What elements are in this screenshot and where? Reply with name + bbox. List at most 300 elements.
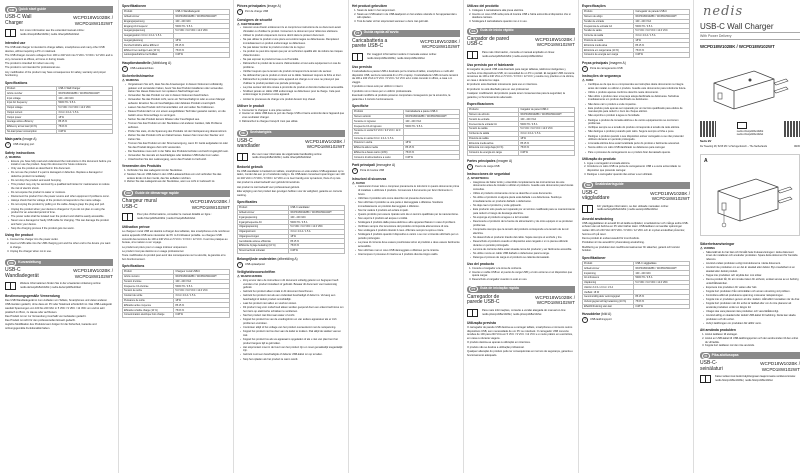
spec-value: 100 - 240 VCA bbox=[174, 279, 230, 284]
spec-value: WCPD18W102BK / WCPD18W102WT bbox=[174, 14, 230, 19]
paragraph: Il prodotto non è inteso per un utilizzo professionale. bbox=[352, 89, 412, 93]
safety-list bbox=[5, 160, 113, 231]
safety-list bbox=[237, 26, 345, 101]
paragraph: The USB charger converts voltages from 100 to 240 VAC into 5 VDC / 9 VDC / 12 VDC and is very convenient at offices, at home or during travels. bbox=[5, 54, 113, 61]
safety-list bbox=[467, 181, 575, 260]
table-row bbox=[353, 128, 460, 135]
spec-value: 50/60 Hz / 0.5 A bbox=[289, 220, 345, 225]
parts-heading bbox=[582, 61, 690, 65]
spec-label: Consumo de energia sem carga bbox=[583, 52, 634, 57]
manual-icon bbox=[352, 53, 363, 61]
paragraph: Il caricabatteria a parete USB è destinato per la ricarica di tablet, smartphone e molti altri dispositivi USB, senza la necessità di un PC o laptop. Il caricabatterie USB converte tensioni da 100 a 240 VCA in 5 VCC / 9 VCC / 12 VCC ed è molto comodo in ufficio, a casa o in viaggio. bbox=[352, 70, 459, 85]
paragraph: Produkten är inte avsedd för yrkesmässig användning. bbox=[582, 241, 645, 245]
list-item: 1. Conecte el cargador a la toma de corriente. bbox=[472, 267, 575, 271]
spec-value: 3.0 A / 2.0 A / 1.5 A bbox=[57, 110, 113, 115]
using-heading: Using the product bbox=[5, 233, 34, 238]
list-item: › Do not expose the product to water or moisture. bbox=[8, 191, 113, 195]
list-item: 3. Desligue o carregador quando não estiver a ser utilizado. bbox=[587, 173, 690, 177]
paragraph: Das Produkt ist nicht für den professionellen Einsatz gedacht. bbox=[5, 319, 76, 323]
table-row bbox=[353, 155, 460, 160]
spec-value: 75.03 % bbox=[57, 124, 113, 129]
spec-value: Caricabatteria a parete USB-C bbox=[404, 109, 460, 114]
list-item: › Assicurarsi di aver letto e compreso pienamente le istruzioni in questo documento prima di installare o utilizzare il prodotto. Conservare il documento per farvi riferimento in futuro. bbox=[355, 185, 460, 196]
paragraph: Elke wijziging van het product kan gevolgen hebben voor de veiligheid, garantie en correcte werking. bbox=[237, 190, 343, 197]
spec-value: 18 W bbox=[289, 234, 345, 239]
lang-badge: ES bbox=[469, 28, 478, 34]
spec-value: 100 - 240 VAC bbox=[57, 96, 113, 101]
manual-icon bbox=[737, 122, 747, 129]
safety-heading: Consignes de sécurité bbox=[237, 17, 273, 22]
list-item: › Questo prodotto può essere riparato solo da un tecnico qualificato per la manutenzione. bbox=[355, 213, 460, 217]
spec-value: USB-C wandlader bbox=[289, 205, 345, 210]
info-text: Para mais informações, consulte a versão alargada do manual on-line: nedis.pt/wcpd18w102bk | nedis.pt/wcpd18w102wt bbox=[482, 309, 567, 316]
page-divider bbox=[693, 0, 694, 473]
spec-value: 0.08 W bbox=[289, 248, 345, 253]
list-item: › Scollegare il prodotto dalla presa elettrica e altre apparecchiature in caso di problemi. bbox=[355, 221, 460, 225]
list-item: › Avbryt laddningen om produkten blir alltför varm. bbox=[703, 322, 800, 326]
spec-label: Consommation électrique hors charge bbox=[123, 312, 174, 317]
list-item: › Asegúrese de haber leído y entendido completamente las instrucciones de este documento antes de instalar o utilizar el producto. Guarde este documento para futuras consultas. bbox=[470, 181, 575, 192]
part-label: USB-oplaadpoort bbox=[245, 262, 265, 266]
list-item: › Non far cadere il prodotto ed evitare impatti. bbox=[355, 209, 460, 213]
list-item: › Non esporre il prodotto ad acqua o umidità. bbox=[355, 217, 460, 221]
part-item bbox=[237, 262, 345, 268]
manual-icon bbox=[122, 213, 133, 221]
part-label: USB charging port bbox=[13, 143, 35, 147]
info-note bbox=[467, 51, 575, 59]
table-row bbox=[583, 304, 690, 309]
list-item: › Vergewissern Sie sich, dass Sie die Anweisungen in diesem Dokument vollständig gelesen und verstanden haben, bevor Sie das Produkt installieren oder verwenden. Heben Sie dieses Dokument zum späteren Nachschlagen auf. bbox=[125, 83, 230, 94]
list-item: › Desligue o produto da tomada elétrica e de outros equipamentos se ocorrerem problemas. bbox=[585, 119, 690, 126]
parts-title: Parti principali bbox=[352, 163, 375, 168]
spec-label: Utspänning bbox=[583, 280, 634, 285]
spec-label: Frequenza CA di ingresso bbox=[353, 124, 404, 129]
model-number: WCPD18W102BK / WCPD18W102WT bbox=[305, 138, 345, 150]
figure-label: A bbox=[704, 158, 708, 164]
info-text: För ytterligare information, se den utökade manualen online: nedis.se/wcpd18w102bk | nedis.se/wcpd18w102wt bbox=[597, 204, 669, 212]
spec-value: 18 W bbox=[404, 141, 460, 146]
spec-label: Ausgangsleistung bbox=[123, 38, 174, 43]
parts-title: Partes principales bbox=[467, 158, 496, 163]
list-item: › Het stopcontact moet in de buurt van het product zijn en moet gemakkelijk toegankelijk zijn. bbox=[240, 346, 345, 353]
guide-header-es bbox=[467, 28, 575, 35]
list-item: › Nunca utilize um cabo USB danificado ou defeituoso para carregar. bbox=[585, 146, 690, 150]
list-item: › A tomada elétrica deve estar localizada perto do produto e facilmente acessível. bbox=[585, 142, 690, 146]
spec-label: Verkningsgrad vid låg belastning (10 %) bbox=[583, 299, 634, 304]
list-item: 3. Scollegare il caricabatterie quando non è in uso. bbox=[472, 20, 575, 24]
spec-label: Produkt bbox=[583, 261, 634, 266]
spec-label: Corrente in uscita 3.0 A / 2.0 A / 1.5 A bbox=[353, 136, 404, 141]
parts-heading bbox=[352, 163, 460, 167]
intended-use-heading: Utilisation prévue bbox=[122, 225, 150, 230]
paragraph: Het product is niet bedoeld voor professioneel gebruik. bbox=[237, 185, 300, 189]
list-item: › No desenchufe el producto tirando del cable. Sujete siempre el enchufe y tire. bbox=[470, 236, 575, 240]
spec-value: 85.15 % bbox=[174, 43, 230, 48]
spec-value: 100 - 240 VCA bbox=[634, 19, 690, 24]
list-item: › Die Steckdose muss sich in der Nähe des Produkts befinden und leicht zugänglich sein. bbox=[125, 150, 230, 154]
specs-heading: Especificações bbox=[582, 4, 606, 8]
spec-value: WCPD18W102BK / WCPD18W102WT bbox=[57, 91, 113, 96]
using-steps bbox=[700, 333, 800, 348]
list-item: › Ensure you have fully read and understood the instructions in this document before you install or use the product. Keep this document for future reference. bbox=[8, 160, 113, 167]
spec-label: Consumo de energía sin carga bbox=[468, 150, 519, 155]
spec-value: USB-C Wall Charger bbox=[57, 86, 113, 91]
safety-heading: Veiligheidsvoorschriften bbox=[237, 270, 276, 275]
spec-label: Tensão de entrada bbox=[583, 19, 634, 24]
list-item: › Do not unplug the product by pulling on the cable. Always grasp the plug and pull. bbox=[8, 203, 113, 207]
product-title bbox=[5, 268, 113, 279]
spec-label: Product bbox=[6, 86, 57, 91]
list-item: › Zorg ervoor dat u de instructies in dit document volledig gelezen en begrepen heeft voordat u het product installeert of gebruikt. Bewaar dit document voor toekomstig gebruik. bbox=[240, 279, 345, 290]
guide-label: Quick start guide bbox=[18, 6, 47, 11]
list-item: › Não deixe cair o produto e evite impactos. bbox=[585, 103, 690, 107]
part-label: USB-laddningsport bbox=[590, 318, 612, 322]
list-item: › Débranchez le produit lorsque votre appareil est chargé ou si vous ne prévoyez pas d'utiliser le produit pendant une période prolongée. bbox=[240, 78, 345, 85]
spec-value: 0.08 W bbox=[634, 304, 690, 309]
link-text[interactable]: nedis.nl/wcpd18w102bk bbox=[736, 129, 764, 133]
column-de bbox=[122, 4, 230, 321]
column-fr bbox=[237, 4, 345, 362]
number-circle-icon: 1 bbox=[582, 66, 588, 72]
intended-use-heading: Avsedd användning bbox=[582, 216, 614, 221]
title-text: USB-C wandlader bbox=[237, 137, 261, 150]
number-circle-icon: 1 bbox=[352, 168, 358, 174]
spec-value: 85.15 % bbox=[289, 239, 345, 244]
list-item: 3. Unplug the charger when not in use. bbox=[10, 250, 113, 254]
paragraph: The product is not intended for professional use. bbox=[5, 66, 61, 70]
spec-value: 5.0 VCC / 9.0 VCC / 12.0 VCC bbox=[174, 289, 230, 294]
paragraph: Das Produkt ist nur zur Verwendung innerhalb von Gebäuden gedacht. bbox=[5, 314, 87, 318]
list-item: › Koppla bort produkten från strömkällan och annan utrustning vid problem. bbox=[703, 290, 800, 294]
spec-value: 3.0 A / 2.0 A / 1.5 A bbox=[174, 293, 230, 298]
list-item: › Disconnect the product from the power source and other equipment if problems occur. bbox=[8, 195, 113, 199]
safety-list bbox=[122, 83, 230, 162]
specs-table bbox=[582, 9, 690, 58]
part-item bbox=[582, 66, 690, 72]
part-label: Puerto de carga USB bbox=[475, 164, 500, 168]
cover-page bbox=[700, 4, 800, 387]
spec-label: Potencia de salida bbox=[468, 136, 519, 141]
parts-title: Main parts bbox=[5, 137, 22, 142]
page-divider bbox=[463, 0, 464, 473]
list-item: › Arrêtez le processus de charge si le produit devient trop chaud. bbox=[240, 98, 345, 102]
guide-header-fr bbox=[122, 190, 230, 197]
spec-label: Corriente de salida bbox=[468, 131, 519, 136]
qr-code-icon bbox=[784, 121, 800, 137]
spec-value: 85.15 % bbox=[634, 294, 690, 299]
parts-heading bbox=[467, 159, 575, 163]
paragraph: Denna produkt är endast avsedd för inomhusbruk. bbox=[582, 237, 640, 241]
guide-header-fi bbox=[700, 352, 800, 359]
spec-label: Artikelnummer bbox=[583, 266, 634, 271]
info-text: Pour plus d'informations, consultez le manuel détaillé en ligne : nedis.fr/wcpd18w102bk | nedis.fr/wcpd18w102wt bbox=[137, 213, 212, 220]
info-note bbox=[700, 375, 800, 383]
product-title bbox=[467, 37, 575, 48]
paragraph: Modifiering av produkten kan medföra konsekvenser för säkerhet, garanti och korrekt funktion. bbox=[582, 245, 680, 253]
spec-label: No-load power consumption bbox=[6, 129, 57, 134]
list-item: 1. Ligue o carregador à tomada elétrica. bbox=[587, 162, 690, 166]
lang-badge: DE bbox=[7, 260, 16, 266]
using-steps bbox=[122, 169, 230, 184]
spec-label: Tensione in uscita 5.0 VCC / 9.0 VCC / 12.0 VCC bbox=[353, 128, 404, 135]
paragraph: The USB wall charger is intended to charge tablets, smartphones and many other USB devices, without requiring a PC or notebook. bbox=[5, 46, 105, 53]
using-heading: Att använda produkten bbox=[700, 328, 736, 333]
spec-value: 50/60 Hz / 0.5 A bbox=[519, 122, 575, 127]
part-item bbox=[582, 317, 690, 323]
spec-value: Chargeur mural USB-C bbox=[174, 270, 230, 275]
spec-value: WCPD18W102BK / WCPD18W102WT bbox=[404, 114, 460, 119]
spec-label: Puissance de sortie bbox=[123, 298, 174, 303]
info-note bbox=[5, 282, 113, 290]
list-item: › La prise secteur doit être située à proximité du produit et doit être facilement accessible. bbox=[240, 86, 345, 90]
table-row bbox=[123, 52, 230, 57]
guide-label: Guía de inicio rápido bbox=[480, 28, 514, 33]
intended-use-heading: Uso previsto bbox=[352, 65, 372, 69]
number-circle-icon: 1 bbox=[582, 317, 588, 323]
specs-heading: Specifikationer bbox=[582, 255, 606, 260]
part-label: Porta di ricarica USB bbox=[360, 169, 385, 173]
column-en bbox=[5, 4, 113, 331]
spec-label: Product bbox=[238, 205, 289, 210]
using-heading: Verwenden des Produkts bbox=[122, 164, 162, 169]
guide-label: Guide de démarrage rapide bbox=[135, 190, 179, 195]
paragraph: O produto destina-se apenas à utilização em interiores. bbox=[467, 341, 531, 345]
spec-value: 75.03 % bbox=[289, 244, 345, 249]
list-item: 2. Anslut en USB-kabel till USB-laddningsporten och den andra änden till den enhet du vill ladda. bbox=[705, 337, 800, 344]
guide-label: Guida rapida all'avvio bbox=[363, 30, 399, 35]
paragraph: Le produit n'est pas destiné à un usage professionnel. bbox=[122, 249, 185, 253]
spec-value: 3.0 A / 2.0 A / 1.5 A bbox=[634, 33, 690, 38]
specs-heading: Especificaciones bbox=[467, 101, 494, 106]
spec-label: Tension d'entrée bbox=[123, 279, 174, 284]
spec-label: Effektförbrukning utan last bbox=[583, 304, 634, 309]
spec-label: Prodotto bbox=[353, 109, 404, 114]
using-heading: Het product gebruiken bbox=[352, 4, 388, 8]
page-divider bbox=[233, 0, 234, 473]
spec-label: Eingang AC-Frequenz bbox=[123, 24, 174, 29]
manual-icon bbox=[467, 51, 478, 59]
spec-label: Tensione in ingresso bbox=[353, 119, 404, 124]
info-note bbox=[5, 29, 113, 37]
list-item: › Kontrollera alltid att produktens spänning motsvarar nätspänningen. bbox=[703, 294, 800, 298]
list-item: › Gebruik het product niet als een onderdeel beschadigd of defect is. Vervang een beschadigd of defect product onmiddellijk. bbox=[240, 294, 345, 301]
guide-header-it bbox=[352, 30, 460, 37]
list-item: › No utilice el producto si alguna pieza está dañada o es defectuosa. Sustituya inmediatamente un producto dañado o defectuoso. bbox=[470, 196, 575, 203]
list-item: › Este produto pode apenas ser reparado por um técnico qualificado para efeitos de manutenção para reduzir o risco de choque elétrico. bbox=[585, 107, 690, 114]
number-circle-icon: 1 bbox=[467, 164, 473, 170]
paragraph: De USB wandlader is bedoeld om tablets, smartphones en vele andere USB-apparaten op te laden, zonder dat een pc of notebook nodig is. De USB-lader converteert spanningen van 100 tot 240 VAC in 5 VDC / 9 VDC / 12 VDC en is zeer handig voor op kantoor, thuis of op reis. bbox=[237, 169, 345, 181]
charger-illustration bbox=[704, 53, 794, 113]
title-text: Cargador de pared USB-C bbox=[467, 35, 509, 48]
list-item: › Non scollegare il prodotto tirando il cavo. Afferrare sempre la spina e tirare. bbox=[355, 229, 460, 233]
info-note bbox=[237, 153, 345, 161]
parts-heading bbox=[582, 312, 690, 316]
parts-ref: (bild A) bbox=[601, 312, 612, 317]
specs-heading: Spécifications bbox=[122, 264, 145, 269]
table-row bbox=[238, 248, 345, 253]
spec-value: 5.0 VDC / 9.0 VDC / 12.0 VDC bbox=[174, 29, 230, 34]
list-item: › Använd aldrig en skadad eller defekt USB-kabel för laddning. Detta kan skada produkten och din enhet. bbox=[703, 314, 800, 321]
parts-heading bbox=[237, 4, 345, 8]
product-title bbox=[700, 361, 800, 372]
spec-label: Genomsnittlig aktiv verkningsgrad bbox=[583, 294, 634, 299]
safety-heading: Säkerhetsanvisningar bbox=[700, 242, 735, 246]
list-item: › Lassen Sie das Produkt nicht herunterfallen und vermeiden Sie Kollisionen. bbox=[125, 106, 230, 110]
title-text: Carregador de parede USB-C bbox=[467, 293, 500, 306]
paragraph: Le chargeur mural USB est destiné à charger des tablettes, des smartphones et de nombreux autres appareils USB sans nécessiter de PC ni d'ordinateur portable. Le chargeur USB convertit des tensions de 100 à 240 VCA en 5 VCC / 9 VCC / 12 VCC. Il est très pratique au bureau, à la maison ou en voyage. bbox=[122, 230, 230, 245]
manual-icon bbox=[5, 282, 16, 290]
list-item: › Stop het opladen als het product te warm wordt. bbox=[240, 358, 345, 362]
warning-label: ⚠ WARNING bbox=[5, 156, 113, 160]
spec-label: Ausgangsstrom 3.0 A / 2.0 A / 1.5 A bbox=[123, 33, 174, 38]
spec-label: Numero articolo bbox=[353, 114, 404, 119]
manual-icon bbox=[5, 29, 16, 37]
spec-label: Output voltage bbox=[6, 105, 57, 110]
spec-label: Leistungsaufnahme bei Nulllast bbox=[123, 52, 174, 57]
intended-use-heading: Bestimmungsgemäße Verwendung bbox=[5, 294, 60, 299]
list-item: 3. Ziehen Sie das Ladegerät aus der Steckdose, wenn es nicht in Gebrauch ist. bbox=[127, 180, 230, 184]
list-item: › Laat het product niet vallen en voorkom stoten. bbox=[240, 302, 345, 306]
list-item: › Never use a damaged or faulty USB cable for charging. This can damage the product and harm your device. bbox=[8, 219, 113, 226]
title-text: USB-C Wandladegerät bbox=[5, 267, 39, 279]
link-text[interactable]: nedis.nl/wcpd18w102wt bbox=[736, 133, 764, 137]
title-text: USB-C väggladdare bbox=[582, 189, 610, 202]
list-item: 2. Stecken Sie ein USB-Kabel in den USB-Ladeanschluss ein und verbinden Sie das andere Ende mit dem Gerät, das Sie aufladen möchten. bbox=[127, 173, 230, 180]
list-item: › Säkerställ att du har läst och förstått hela bruksanvisningen i detta dokument innan du installerar och använder produkten. Spara detta dokument för framtida referens. bbox=[703, 251, 800, 262]
list-item: › La toma de corriente debe estar situada cerca del producto y ser fácilmente accesible. bbox=[470, 248, 575, 252]
list-item: › Always check that the voltage of the product corresponds to the mains voltage. bbox=[8, 199, 113, 203]
info-text: Para más información, consulte el manual ampliado en línea: nedis.es/wcpd18w102bk | nedis.es/wcpd18w102wt bbox=[482, 51, 555, 58]
product-title bbox=[5, 15, 113, 26]
parts-ref: (Abbildung A) bbox=[151, 60, 172, 65]
address-row bbox=[700, 145, 800, 148]
column-pt-se bbox=[582, 4, 690, 323]
product-title bbox=[467, 295, 575, 306]
parts-heading bbox=[5, 137, 113, 141]
spec-value: 18 W bbox=[174, 38, 230, 43]
list-item: 1. Steek de lader in het stopcontact. bbox=[357, 9, 460, 13]
image-a-figure bbox=[700, 154, 800, 236]
product-title bbox=[352, 39, 460, 50]
spec-value: 50/60 Hz / 0.5 A bbox=[57, 100, 113, 105]
list-item: › Ne débranchez pas le produit en tirant sur le câble. Saisissez toujours la fiche et tirez. bbox=[240, 74, 345, 78]
lang-badge: PT bbox=[469, 286, 478, 292]
spec-label: Ingangsspanning bbox=[238, 215, 289, 220]
spec-label: Inspänning bbox=[583, 271, 634, 276]
spec-value: 50/60 Hz / 0.5 A bbox=[634, 275, 690, 280]
info-text: Weitere Informationen finden Sie in der erweiterten Anleitung online: nedis.de/wcpd18w102bk | nedis.de/wcpd18w102wt bbox=[20, 282, 102, 289]
table-row bbox=[123, 312, 230, 317]
spec-label: Producto bbox=[468, 107, 519, 112]
spec-value: 75.03 % bbox=[634, 48, 690, 53]
spec-value: USB-C väggladdare bbox=[634, 261, 690, 266]
spec-label: Efficiency at low load (10 %) bbox=[6, 124, 57, 129]
list-item: › Vérifiez toujours que la tension du produit correspond à la tension du secteur. bbox=[240, 70, 345, 74]
list-item: › Não desligue o produto puxando pelo cabo. Segure sempre a ficha e puxe. bbox=[585, 130, 690, 134]
paragraph: Le produit est prévu pour un usage intérieur uniquement. bbox=[122, 245, 188, 249]
list-item: › Denna produkt får, för att minska risken för elchock, endast servas av en behörig underhållstekniker. bbox=[703, 278, 800, 285]
list-item: › N'utilisez jamais un câble USB endommagé ou défectueux pour la charge. Cela peut endommager le produit et votre appareil. bbox=[240, 90, 345, 97]
spec-label: Article numéro bbox=[123, 274, 174, 279]
spec-value: 75.03 % bbox=[174, 308, 230, 313]
safety-list bbox=[582, 83, 690, 154]
spec-value: 100 - 240 VAC bbox=[634, 271, 690, 276]
spec-label: Potência de saída bbox=[583, 38, 634, 43]
list-item: 1. Verbinden Sie das Ladegerät mit der Steckdose. bbox=[127, 169, 230, 173]
spec-label: Fréquence CA d'entrée bbox=[123, 284, 174, 289]
intended-use-heading: Intended use bbox=[5, 41, 26, 46]
paragraph: Toute modification du produit peut avoir des conséquences sur la sécurité, la garantie et le bon fonctionnement. bbox=[122, 254, 226, 261]
list-item: › Controleer altijd of het voltage van het product overeenkomt met de netspanning. bbox=[240, 326, 345, 330]
list-item: › Unplug the product when your device is charged or if you do not plan on using the product for an extended period of time. bbox=[8, 208, 113, 215]
guide-header-pt bbox=[467, 286, 575, 293]
product-title bbox=[582, 191, 690, 202]
list-item: 3. Koppla bort laddaren när den inte används. bbox=[705, 344, 800, 348]
list-item: › Verwenden Sie das Produkt nicht, wenn ein Teil beschädigt ist oder es einen Mangel aufweist. Ersetzen Sie ein beschädigtes oder defektes Produkt unverzüglich. bbox=[125, 98, 230, 105]
column-nl-it bbox=[352, 4, 460, 257]
parts-ref: (imagen A) bbox=[496, 158, 513, 163]
list-item: 1. Collegare il caricabatterie alla presa elettrica. bbox=[472, 9, 575, 13]
using-heading: Utilizzo del prodotto bbox=[467, 4, 499, 8]
list-item: › Ziehen Sie das Produkt nicht am Kabel heraus. Fassen Sie immer den Stecker und ziehen Sie. bbox=[125, 134, 230, 141]
column-se-fi bbox=[700, 242, 800, 383]
spec-value: 100 - 240 VAC bbox=[174, 19, 230, 24]
spec-value: 0.08 W bbox=[174, 52, 230, 57]
model-number: WCPD18W102BK / WCPD18W102WT bbox=[190, 198, 230, 210]
list-item: › Trennen Sie das Produkt von der Stromversorgung, wenn Ihr Gerät aufgeladen ist oder Sie das Produkt längere Zeit nicht verwenden. bbox=[125, 142, 230, 149]
spec-value: 0.08 W bbox=[57, 129, 113, 134]
spec-value bbox=[404, 128, 460, 135]
spec-label: Utström 3.0 A / 2.0 A / 1.5 A bbox=[583, 285, 634, 290]
paragraph: Het product is enkel bedoeld voor gebruik binnenshuis. bbox=[237, 181, 301, 185]
list-item: › Koppla bort produkten när din enhet är laddad eller om du inte planerar att använda produkten under en längre tid. bbox=[703, 302, 800, 309]
list-item: › Prüfen Sie stets, ob die Spannung des Produkts mit der Netzspannung übereinstimmt. bbox=[125, 130, 230, 134]
guide-header-de bbox=[5, 259, 113, 266]
brand-logo: nedis bbox=[703, 4, 744, 19]
spec-value: 0.08 W bbox=[174, 312, 230, 317]
list-item: › Only use the product as described in this document. bbox=[8, 167, 113, 171]
title-text: USB-C Wall Charger bbox=[5, 14, 32, 26]
specs-table bbox=[5, 86, 113, 135]
warning-label: ⚠ ADVERTENCIA bbox=[467, 177, 575, 181]
lang-badge: GB bbox=[7, 7, 17, 13]
using-heading: Uso del producto bbox=[467, 262, 495, 267]
spec-label: Efficienza attiva media bbox=[353, 145, 404, 150]
paragraph: El producto no está diseñado para un uso profesional. bbox=[467, 87, 530, 91]
spec-value: 85.15 % bbox=[519, 141, 575, 146]
safety-list bbox=[352, 185, 460, 256]
guide-label: Snelstartgids bbox=[250, 130, 272, 135]
part-item bbox=[5, 142, 113, 148]
paragraph: Eventuali modifiche al prodotto possono comportare conseguenze per la sicurezza, la garanzia e il corretto funzionamento. bbox=[352, 94, 451, 101]
spec-value: 75.03 % bbox=[404, 150, 460, 155]
list-item: › Stop the charging process if the product gets too warm. bbox=[8, 227, 113, 231]
model-number: WCPD18W102BK / WCPD18W102WT bbox=[650, 190, 690, 202]
list-item: › Tappa inte produkten och skydda den mot stötar. bbox=[703, 274, 800, 278]
list-item: › Uttaget ska vara placerat nära produkten och vara lättåtkomligt. bbox=[703, 310, 800, 314]
paragraph: O produto não se destina a utilização profissional. bbox=[467, 345, 525, 349]
lang-badge: IT bbox=[354, 30, 362, 36]
company-name: Nedis BV bbox=[700, 140, 712, 143]
parts-heading bbox=[122, 61, 230, 65]
parts-ref: (imagem A) bbox=[608, 60, 626, 65]
spec-label: Average active efficiency bbox=[6, 120, 57, 125]
spec-value: 85.15 % bbox=[174, 303, 230, 308]
guide-label: Pika-aloitusopas bbox=[711, 352, 739, 357]
parts-title: Peças principais bbox=[582, 60, 609, 65]
list-item: › Desenchufe el producto cuando el dispositivo esté cargado o si no piensa utilizarlo durante un periodo prolongado. bbox=[470, 240, 575, 247]
warning-label: ⚠ AVERTISSEMENT bbox=[237, 23, 345, 27]
